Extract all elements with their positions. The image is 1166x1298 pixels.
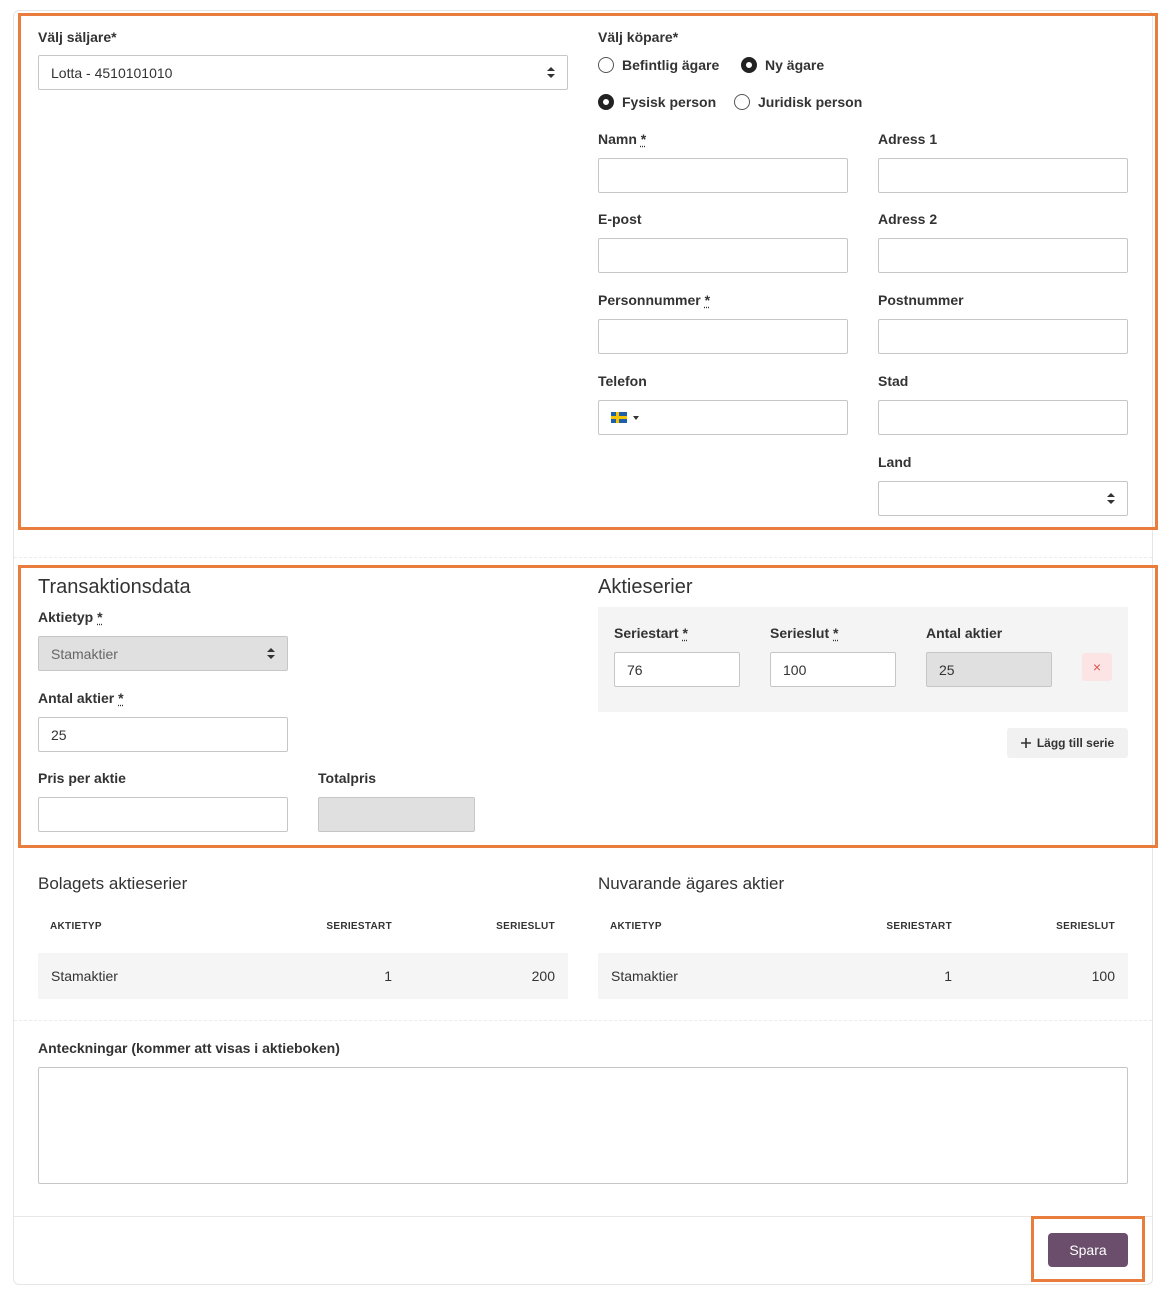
add-series-button[interactable] [1007, 728, 1128, 758]
buyer-label: Välj köpare* [598, 29, 679, 45]
city-input[interactable] [878, 400, 1128, 435]
seller-select[interactable] [38, 55, 568, 90]
total-price-input [318, 797, 475, 832]
footer-divider [14, 1216, 1152, 1217]
series-end-input[interactable] [770, 652, 896, 687]
total-price-label: Totalpris [318, 770, 377, 786]
radio-legal-person-label: Juridisk person [758, 94, 863, 110]
table-cell: 1 [944, 968, 952, 984]
caret-down-icon [633, 416, 639, 420]
share-count-input[interactable] [38, 717, 288, 752]
select-caret-icon [267, 648, 275, 659]
close-icon: × [1092, 659, 1102, 675]
address1-input[interactable] [878, 158, 1128, 193]
series-start-label: Seriestart * [614, 625, 688, 641]
sweden-flag-icon [611, 412, 627, 423]
phone-input[interactable] [598, 400, 848, 435]
seller-select-value: Lotta - 4510101010 [51, 64, 173, 81]
series-start-value: 76 [627, 661, 643, 678]
phone-label: Telefon [598, 373, 647, 389]
radio-natural-person-label: Fysisk person [622, 94, 717, 110]
plus-icon [1021, 738, 1031, 748]
share-type-label: Aktietyp * [38, 609, 103, 625]
series-title: Aktieserier [598, 576, 693, 598]
select-caret-icon [547, 67, 555, 78]
table-header-share-type: AKTIETYP [50, 921, 102, 932]
series-count-label: Antal aktier [926, 625, 1003, 641]
transaction-title: Transaktionsdata [38, 576, 191, 598]
table-header-series-end: SERIESLUT [1056, 921, 1115, 932]
series-count-value: 25 [939, 661, 955, 678]
save-button[interactable]: Spara [1048, 1233, 1128, 1267]
radio-circle-icon [598, 57, 614, 73]
city-label: Stad [878, 373, 909, 389]
seller-label: Välj säljare* [38, 29, 117, 45]
table-cell: 200 [531, 968, 555, 984]
postnummer-input[interactable] [878, 319, 1128, 354]
add-series-label: Lägg till serie [1036, 736, 1115, 750]
section-divider [14, 1020, 1152, 1021]
table-cell: Stamaktier [611, 968, 678, 984]
price-per-share-label: Pris per aktie [38, 770, 126, 786]
table-header-series-end: SERIESLUT [496, 921, 555, 932]
address2-label: Adress 2 [878, 211, 938, 227]
share-type-value: Stamaktier [51, 645, 118, 662]
series-end-value: 100 [783, 661, 807, 678]
radio-natural-person[interactable] [598, 94, 716, 110]
postnummer-label: Postnummer [878, 292, 964, 308]
table-header-share-type: AKTIETYP [610, 921, 662, 932]
country-label: Land [878, 454, 912, 470]
select-caret-icon [1107, 493, 1115, 504]
notes-label: Anteckningar (kommer att visas i aktieboken) [38, 1040, 340, 1056]
company-series-title: Bolagets aktieserier [38, 874, 188, 893]
email-input[interactable] [598, 238, 848, 273]
table-cell: Stamaktier [51, 968, 118, 984]
radio-new-owner[interactable] [741, 57, 824, 73]
personnummer-label: Personnummer * [598, 292, 711, 308]
name-label: Namn * [598, 131, 647, 147]
notes-textarea[interactable] [38, 1067, 1128, 1184]
radio-selected-icon [741, 57, 757, 73]
radio-circle-icon [734, 94, 750, 110]
name-input[interactable] [598, 158, 848, 193]
series-count-input [926, 652, 1052, 687]
radio-legal-person[interactable] [734, 94, 862, 110]
series-end-label: Serieslut * [770, 625, 839, 641]
table-header-series-start: SERIESTART [886, 921, 952, 932]
radio-new-owner-label: Ny ägare [765, 57, 825, 73]
country-select[interactable] [878, 481, 1128, 516]
address1-label: Adress 1 [878, 131, 938, 147]
section-divider [14, 557, 1152, 558]
series-start-input[interactable] [614, 652, 740, 687]
price-per-share-input[interactable] [38, 797, 288, 832]
radio-selected-icon [598, 94, 614, 110]
radio-existing-owner[interactable] [598, 57, 719, 73]
remove-series-button[interactable] [1082, 653, 1112, 681]
share-count-value: 25 [51, 726, 67, 743]
share-count-label: Antal aktier * [38, 690, 124, 706]
email-label: E-post [598, 211, 642, 227]
current-owner-shares-title: Nuvarande ägares aktier [598, 874, 785, 893]
share-type-select [38, 636, 288, 671]
table-cell: 100 [1091, 968, 1115, 984]
radio-existing-owner-label: Befintlig ägare [622, 57, 720, 73]
personnummer-input[interactable] [598, 319, 848, 354]
address2-input[interactable] [878, 238, 1128, 273]
country-code-dropdown[interactable] [611, 412, 639, 423]
table-cell: 1 [384, 968, 392, 984]
table-header-series-start: SERIESTART [326, 921, 392, 932]
